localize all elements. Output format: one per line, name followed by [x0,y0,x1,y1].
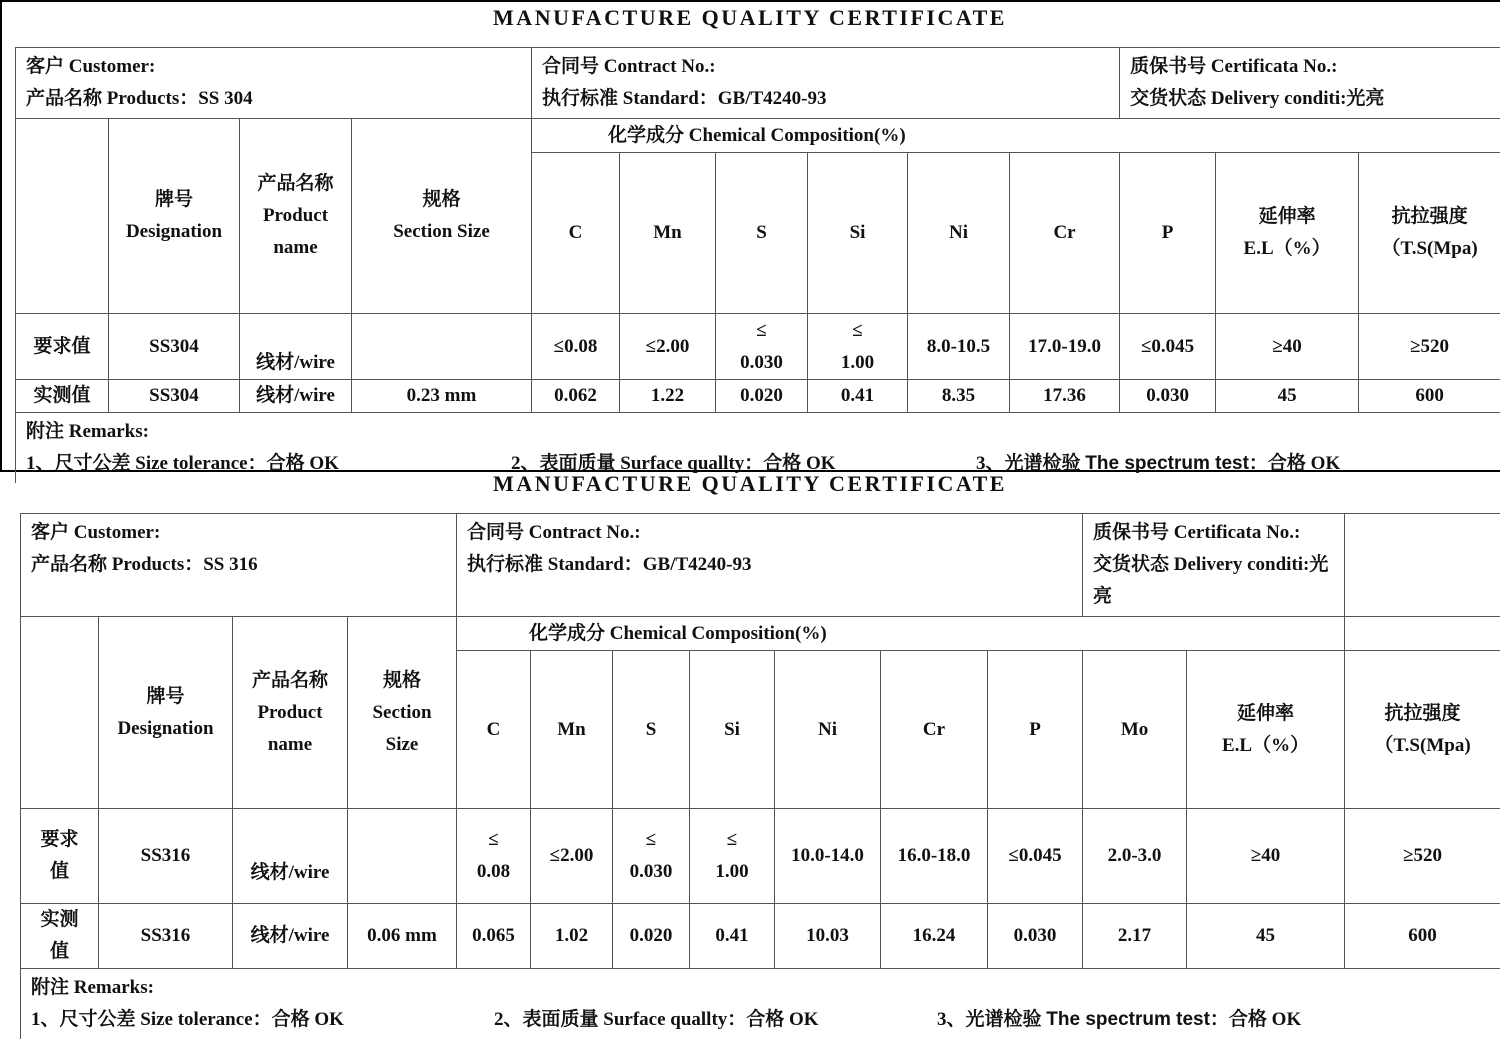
measured-size: 0.06 mm [348,904,457,969]
elongation-header [1216,153,1359,314]
customer-label: 客户 Customer: [26,51,521,83]
measured-s: 0.020 [613,904,690,969]
size-header-cn: 规格 [354,184,529,216]
required-label-2: 值 [23,856,96,888]
element-header-ni: Ni [908,153,1010,314]
required-c-line2: 0.08 [459,856,528,888]
measured-si: 0.41 [690,904,775,969]
required-p-line2: ≤0.045 [990,840,1080,872]
customer-cell [16,48,532,119]
contract-cell [532,48,1120,119]
certificate-number-cell [1083,514,1345,617]
measured-si: 0.41 [808,380,908,413]
required-elongation: ≥40 [1216,314,1359,380]
required-size [352,314,532,380]
designation-header-en: Designation [101,713,230,745]
row-label-header [21,617,99,809]
contract-cell [457,514,1083,617]
blank-header-cell [1345,617,1500,651]
element-header-cr: Cr [1010,153,1120,314]
measured-label: 实测值 [16,380,109,413]
remark-spectrum-english: The spectrum test [1046,1009,1210,1030]
remark-spectrum-prefix: 3、光谱检验 [976,453,1085,474]
size-header-en: Section Size [354,216,529,248]
tensile-strength-header [1345,651,1500,809]
required-elongation: ≥40 [1187,809,1345,904]
required-mn-line2: ≤2.00 [622,331,713,363]
designation-header-cn: 牌号 [101,681,230,713]
required-size [348,809,457,904]
required-c-line1: ≤ [459,824,528,856]
measured-elongation: 45 [1187,904,1345,969]
element-header-si: Si [690,651,775,809]
required-c [457,809,531,904]
measured-p: 0.030 [988,904,1083,969]
element-header-ni: Ni [775,651,881,809]
measured-mn: 1.22 [620,380,716,413]
certificate-title: MANUFACTURE QUALITY CERTIFICATE [0,471,1500,497]
measured-ni: 8.35 [908,380,1010,413]
element-header-c: C [457,651,531,809]
designation-header-en: Designation [111,216,237,248]
required-si-line2: 1.00 [810,347,905,379]
element-header-si: Si [808,153,908,314]
measured-c: 0.062 [532,380,620,413]
size-header-en-1: Section [350,697,454,729]
products-label: 产品名称 Products：SS 304 [26,83,521,115]
measured-mo: 2.17 [1083,904,1187,969]
header-row [21,617,1500,651]
standard-label: 执行标准 Standard：GB/T4240-93 [542,83,1109,115]
required-s [613,809,690,904]
section-size-header [352,119,532,314]
elongation-header-cn: 延伸率 [1189,698,1342,730]
certificate-table [15,47,1500,483]
remark-size-tolerance: 1、尺寸公差 Size tolerance：合格 OK [26,448,511,480]
remark-spectrum-prefix: 3、光谱检验 [937,1009,1046,1030]
required-s [716,314,808,380]
required-ni [775,809,881,904]
measured-values-row [16,380,1500,413]
measured-size: 0.23 mm [352,380,532,413]
measured-label-2: 值 [23,936,96,968]
elongation-header [1187,651,1345,809]
remark-spectrum-english: The spectrum test [1085,453,1249,474]
tensile-header-en: （T.S(Mpa) [1361,233,1498,265]
product-header-cn: 产品名称 [242,168,349,200]
elongation-header-en: E.L（%） [1189,730,1342,762]
size-header-en-2: Size [350,729,454,761]
required-product: 线材/wire [240,314,352,380]
required-c [532,314,620,380]
products-label: 产品名称 Products：SS 316 [31,549,446,581]
required-label [21,809,99,904]
tensile-header-en: （T.S(Mpa) [1347,730,1498,762]
delivery-condition-label: 交货状态 Delivery conditi:光亮 [1093,549,1334,613]
required-mo-line2: 2.0-3.0 [1085,840,1184,872]
required-s-line2: 0.030 [615,856,687,888]
measured-label [21,904,99,969]
required-ni-line2: 10.0-14.0 [777,840,878,872]
element-header-mn: Mn [620,153,716,314]
certificate-number-cell [1120,48,1500,119]
required-product: 线材/wire [233,809,348,904]
product-name-header [233,617,348,809]
info-row [21,514,1500,617]
certificate-number-label: 质保书号 Certificata No.: [1093,517,1334,549]
required-p-line2: ≤0.045 [1122,331,1213,363]
designation-header-cn: 牌号 [111,184,237,216]
remark-spectrum-suffix: ：合格 OK [1210,1009,1301,1030]
required-cr-line2: 16.0-18.0 [883,840,985,872]
remark-spectrum-test [937,1004,1301,1036]
required-ni-line2: 8.0-10.5 [910,331,1007,363]
required-ni [908,314,1010,380]
remark-size-tolerance: 1、尺寸公差 Size tolerance：合格 OK [31,1004,494,1036]
remarks-cell [21,969,1500,1039]
element-header-p: P [1120,153,1216,314]
measured-label-1: 实测 [23,904,96,936]
elongation-header-cn: 延伸率 [1218,201,1356,233]
tensile-header-cn: 抗拉强度 [1361,201,1498,233]
remark-spectrum-suffix: ：合格 OK [1249,453,1340,474]
required-s-line2: 0.030 [718,347,805,379]
customer-cell [21,514,457,617]
section-size-header [348,617,457,809]
certificate-ss316 [0,470,1500,1000]
required-tensile: ≥520 [1359,314,1500,380]
required-designation: SS316 [99,809,233,904]
size-header-cn: 规格 [350,665,454,697]
remarks-label: 附注 Remarks: [26,416,1491,448]
remark-surface-quality: 2、表面质量 Surface quallty：合格 OK [494,1004,937,1036]
product-header-en-1: Product [242,200,349,232]
measured-tensile: 600 [1345,904,1500,969]
element-header-c: C [532,153,620,314]
certificate-number-label: 质保书号 Certificata No.: [1130,51,1490,83]
certificate-ss304 [0,0,1500,472]
required-values-row [16,314,1500,380]
required-cr-line2: 17.0-19.0 [1012,331,1117,363]
required-s-line1: ≤ [718,315,805,347]
required-p [1120,314,1216,380]
required-mn-line2: ≤2.00 [533,840,610,872]
measured-values-row [21,904,1500,969]
remark-surface-quality: 2、表面质量 Surface quallty：合格 OK [511,448,976,480]
certificate-table [20,513,1500,1039]
required-tensile: ≥520 [1345,809,1500,904]
chemical-composition-header: 化学成分 Chemical Composition(%) [457,617,1345,651]
left-border [0,2,2,470]
required-designation: SS304 [109,314,240,380]
required-values-row [21,809,1500,904]
product-header-cn: 产品名称 [235,665,345,697]
required-si-line1: ≤ [692,824,772,856]
tensile-header-cn: 抗拉强度 [1347,698,1498,730]
info-row [16,48,1500,119]
measured-mn: 1.02 [531,904,613,969]
header-row [16,119,1500,153]
contract-label: 合同号 Contract No.: [542,51,1109,83]
measured-tensile: 600 [1359,380,1500,413]
element-header-cr: Cr [881,651,988,809]
required-mn [531,809,613,904]
measured-product: 线材/wire [233,904,348,969]
element-header-mn: Mn [531,651,613,809]
required-si [808,314,908,380]
measured-s: 0.020 [716,380,808,413]
product-header-en-2: name [235,729,345,761]
measured-c: 0.065 [457,904,531,969]
required-mo [1083,809,1187,904]
designation-header [99,617,233,809]
required-label-1: 要求 [23,824,96,856]
measured-cr: 16.24 [881,904,988,969]
measured-designation: SS304 [109,380,240,413]
required-si-line2: 1.00 [692,856,772,888]
blank-info-cell [1345,514,1500,617]
required-label: 要求值 [16,314,109,380]
measured-p: 0.030 [1120,380,1216,413]
remarks-row [21,969,1500,1039]
product-header-en-2: name [242,232,349,264]
required-cr [881,809,988,904]
required-s-line1: ≤ [615,824,687,856]
designation-header [109,119,240,314]
element-header-p: P [988,651,1083,809]
standard-label: 执行标准 Standard：GB/T4240-93 [467,549,1072,581]
chemical-composition-header: 化学成分 Chemical Composition(%) [532,119,1500,153]
required-cr [1010,314,1120,380]
customer-label: 客户 Customer: [31,517,446,549]
required-si [690,809,775,904]
measured-cr: 17.36 [1010,380,1120,413]
measured-product: 线材/wire [240,380,352,413]
measured-designation: SS316 [99,904,233,969]
element-header-s: S [716,153,808,314]
required-c-line2: ≤0.08 [534,331,617,363]
contract-label: 合同号 Contract No.: [467,517,1072,549]
row-label-header [16,119,109,314]
element-header-mo: Mo [1083,651,1187,809]
element-header-s: S [613,651,690,809]
delivery-condition-label: 交货状态 Delivery conditi:光亮 [1130,83,1490,115]
measured-elongation: 45 [1216,380,1359,413]
product-header-en-1: Product [235,697,345,729]
product-name-header [240,119,352,314]
required-si-line1: ≤ [810,315,905,347]
remarks-label: 附注 Remarks: [31,972,1491,1004]
certificate-title: MANUFACTURE QUALITY CERTIFICATE [0,5,1500,31]
required-p [988,809,1083,904]
measured-ni: 10.03 [775,904,881,969]
elongation-header-en: E.L（%） [1218,233,1356,265]
tensile-strength-header [1359,153,1500,314]
required-mn [620,314,716,380]
